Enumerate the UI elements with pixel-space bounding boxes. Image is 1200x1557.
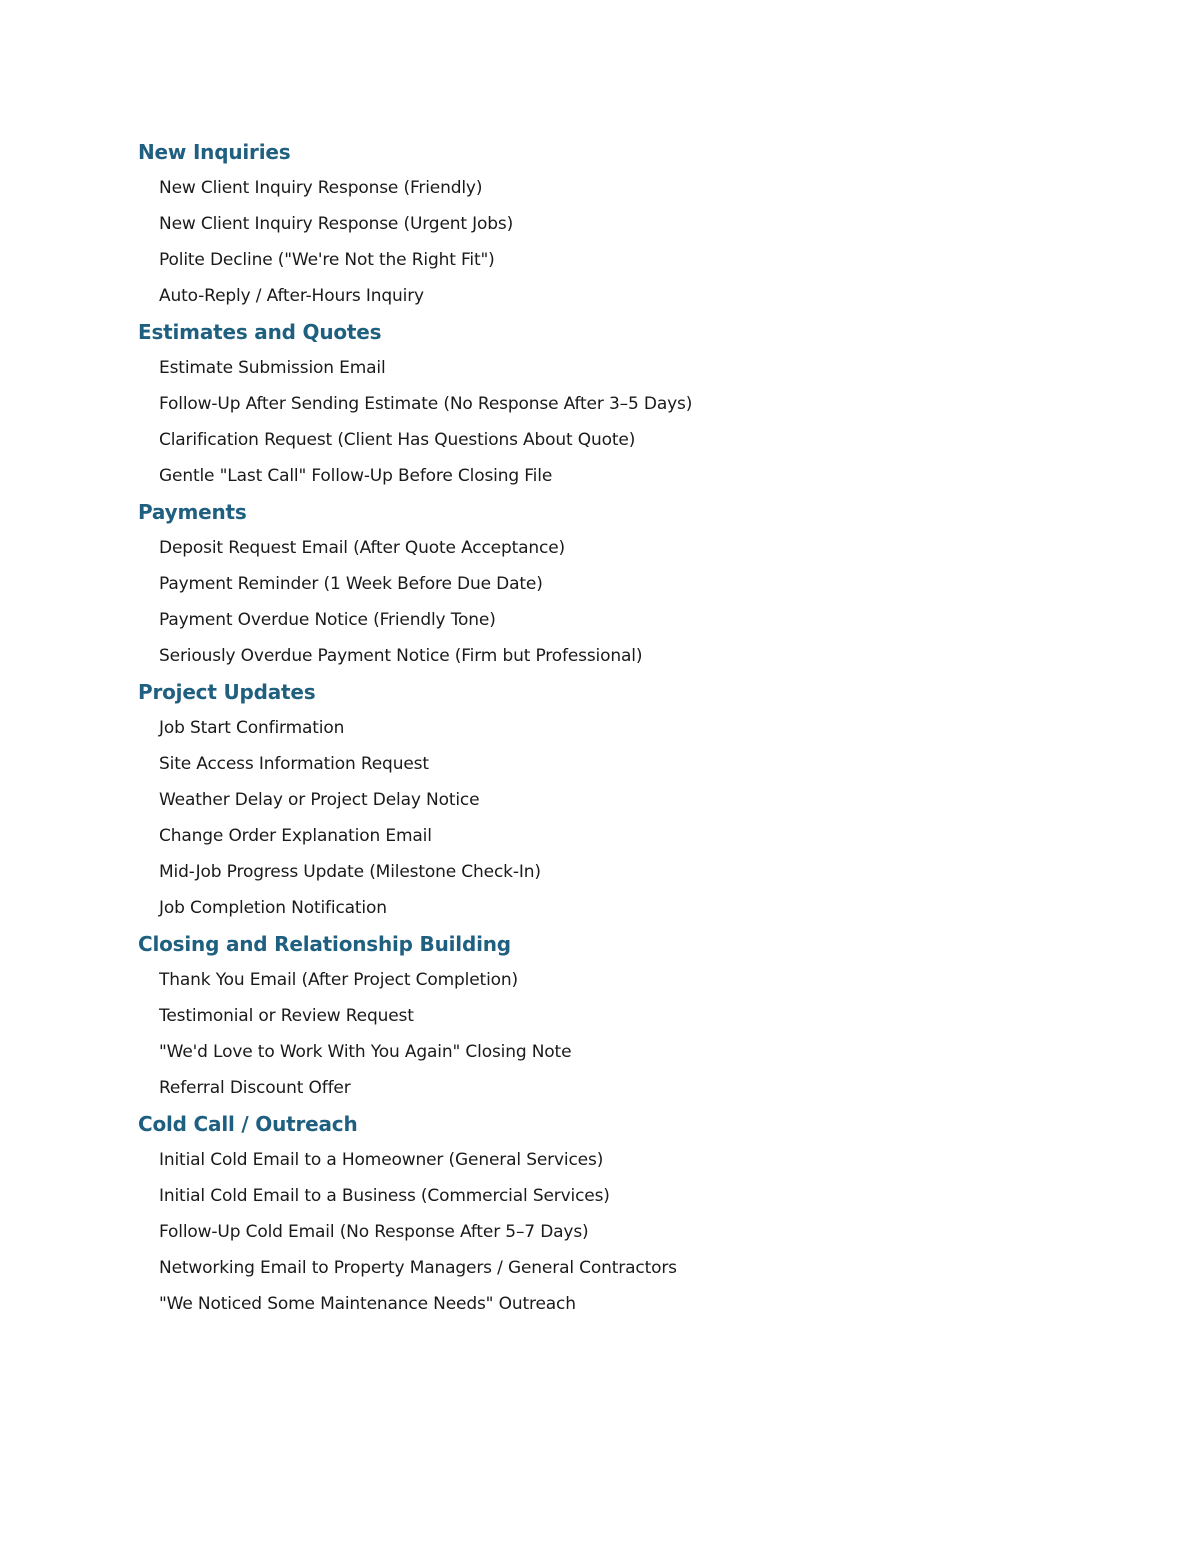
- template-item[interactable]: "We'd Love to Work With You Again" Closing Note: [159, 1042, 572, 1062]
- template-item[interactable]: Networking Email to Property Managers / General Contractors: [159, 1258, 677, 1278]
- template-item[interactable]: Estimate Submission Email: [159, 358, 386, 378]
- document-page: [138, 138, 1098, 1326]
- template-item[interactable]: Thank You Email (After Project Completion): [159, 970, 519, 990]
- template-item[interactable]: Polite Decline ("We're Not the Right Fit"): [159, 250, 495, 270]
- template-item[interactable]: Initial Cold Email to a Business (Commercial Services): [159, 1186, 610, 1206]
- template-item[interactable]: Weather Delay or Project Delay Notice: [159, 790, 480, 810]
- section-project-updates: [138, 678, 1098, 920]
- section-heading: Cold Call / Outreach: [138, 1112, 358, 1136]
- template-item[interactable]: Job Start Confirmation: [159, 718, 345, 738]
- template-item[interactable]: New Client Inquiry Response (Friendly): [159, 178, 483, 198]
- section-heading: New Inquiries: [138, 140, 291, 164]
- section-cold-call-outreach: [138, 1110, 1098, 1316]
- template-item[interactable]: Referral Discount Offer: [159, 1078, 351, 1098]
- template-item[interactable]: Follow-Up After Sending Estimate (No Response After 3–5 Days): [159, 394, 693, 414]
- template-item[interactable]: Job Completion Notification: [159, 898, 387, 918]
- template-list: [138, 536, 1098, 668]
- section-heading: Payments: [138, 500, 247, 524]
- template-item[interactable]: Seriously Overdue Payment Notice (Firm but Professional): [159, 646, 643, 666]
- template-item[interactable]: Initial Cold Email to a Homeowner (General Services): [159, 1150, 604, 1170]
- section-heading: Project Updates: [138, 680, 316, 704]
- template-item[interactable]: Clarification Request (Client Has Questions About Quote): [159, 430, 636, 450]
- template-item[interactable]: Mid-Job Progress Update (Milestone Check-In): [159, 862, 541, 882]
- template-list: [138, 356, 1098, 488]
- template-item[interactable]: Payment Overdue Notice (Friendly Tone): [159, 610, 496, 630]
- section-heading: Estimates and Quotes: [138, 320, 382, 344]
- section-heading: Closing and Relationship Building: [138, 932, 511, 956]
- template-list: [138, 176, 1098, 308]
- template-item[interactable]: "We Noticed Some Maintenance Needs" Outreach: [159, 1294, 576, 1314]
- template-item[interactable]: Gentle "Last Call" Follow-Up Before Closing File: [159, 466, 553, 486]
- template-item[interactable]: Change Order Explanation Email: [159, 826, 432, 846]
- template-item[interactable]: Payment Reminder (1 Week Before Due Date): [159, 574, 543, 594]
- section-new-inquiries: [138, 138, 1098, 308]
- template-item[interactable]: Testimonial or Review Request: [159, 1006, 414, 1026]
- template-item[interactable]: Auto-Reply / After-Hours Inquiry: [159, 286, 424, 306]
- section-estimates-and-quotes: [138, 318, 1098, 488]
- template-list: [138, 1148, 1098, 1316]
- template-item[interactable]: Deposit Request Email (After Quote Acceptance): [159, 538, 566, 558]
- section-payments: [138, 498, 1098, 668]
- template-item[interactable]: Site Access Information Request: [159, 754, 429, 774]
- template-list: [138, 968, 1098, 1100]
- template-item[interactable]: Follow-Up Cold Email (No Response After 5–7 Days): [159, 1222, 589, 1242]
- section-closing-and-relationship-building: [138, 930, 1098, 1100]
- template-list: [138, 716, 1098, 920]
- template-item[interactable]: New Client Inquiry Response (Urgent Jobs): [159, 214, 514, 234]
